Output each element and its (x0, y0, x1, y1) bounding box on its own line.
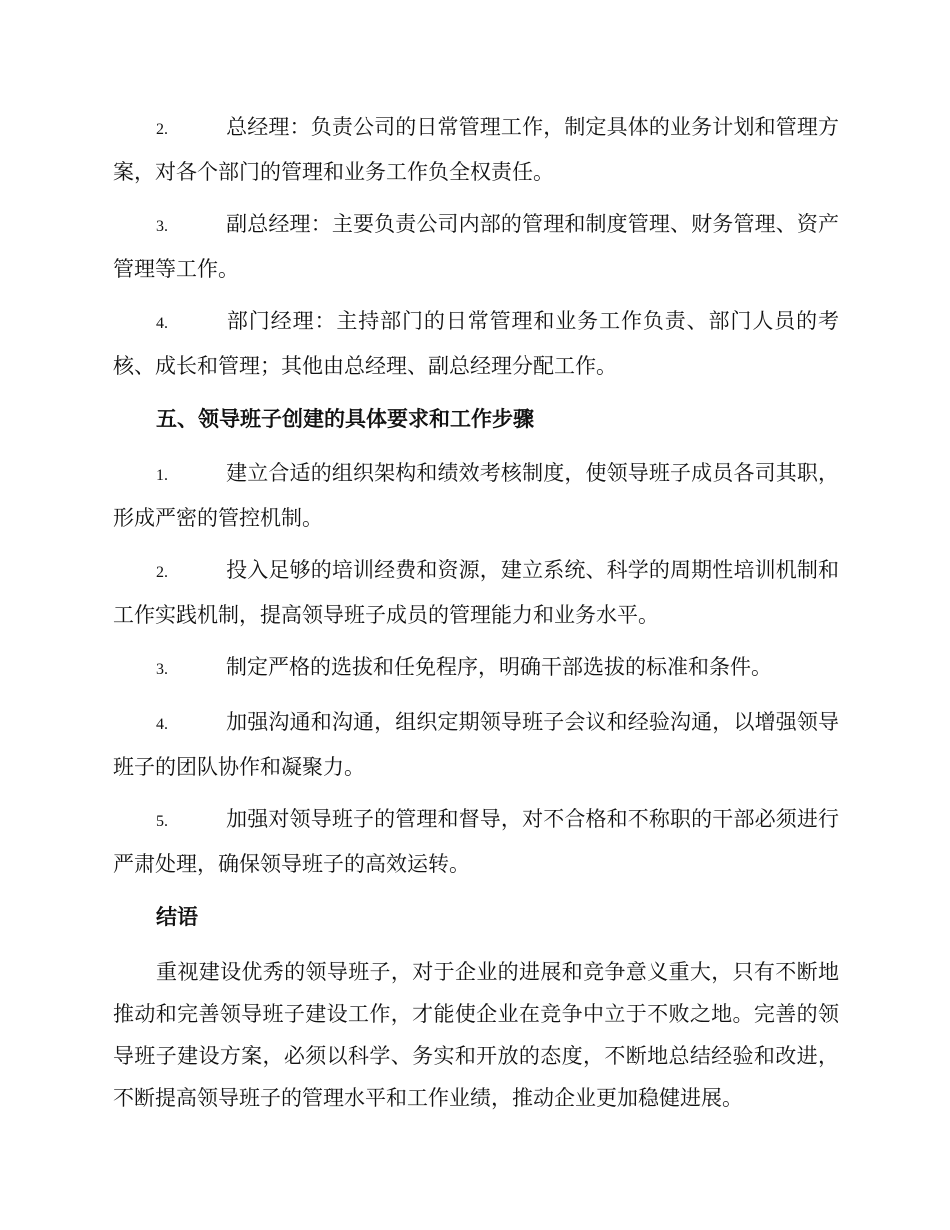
list-item (113, 300, 839, 387)
list-item (113, 701, 839, 788)
list-text: 副总经理：主要负责公司内部的管理和制度管理、财务管理、资产管理等工作。 (113, 212, 839, 281)
list-item (113, 452, 839, 539)
list-number: 5. (156, 813, 168, 830)
list-item (113, 203, 839, 290)
list-text: 建立合适的组织架构和绩效考核制度，使领导班子成员各司其职，形成严密的管控机制。 (113, 461, 839, 530)
list-number: 4. (156, 716, 168, 733)
list-number: 2. (156, 564, 168, 581)
list-text: 加强沟通和沟通，组织定期领导班子会议和经验沟通，以增强领导班子的团队协作和凝聚力。 (113, 710, 839, 779)
list-text: 部门经理：主持部门的日常管理和业务工作负责、部门人员的考核、成长和管理；其他由总经理、副总经理分配工作。 (113, 309, 839, 378)
list-text: 制定严格的选拔和任免程序，明确干部选拔的标准和条件。 (226, 655, 772, 679)
list-text: 总经理：负责公司的日常管理工作，制定具体的业务计划和管理方案，对各个部门的管理和业务工作负全权责任。 (113, 115, 839, 184)
list-text: 投入足够的培训经费和资源，建立系统、科学的周期性培训机制和工作实践机制，提高领导班子成员的管理能力和业务水平。 (113, 558, 839, 627)
conclusion-paragraph: 重视建设优秀的领导班子，对于企业的进展和竞争意义重大，只有不断地推动和完善领导班子建设工作，才能使企业在竞争中立于不败之地。完善的领导班子建设方案，必须以科学、务实和开放的态度，不断地总结经验和改进，不断提高领导班子的管理水平和工作业绩，推动企业更加稳健进展。 (113, 960, 839, 1110)
list-number: 2. (156, 121, 168, 138)
section-heading: 五、领导班子创建的具体要求和工作步骤 (156, 406, 534, 431)
list-number: 4. (156, 315, 168, 332)
list-number: 3. (156, 661, 168, 678)
conclusion-heading: 结语 (156, 904, 198, 929)
list-item (113, 549, 839, 636)
list-item (113, 646, 839, 691)
list-number: 3. (156, 218, 168, 235)
list-number: 1. (156, 467, 168, 484)
list-item (113, 798, 839, 885)
list-text: 加强对领导班子的管理和督导，对不合格和不称职的干部必须进行严肃处理，确保领导班子的高效运转。 (113, 807, 839, 876)
list-item (113, 106, 839, 193)
